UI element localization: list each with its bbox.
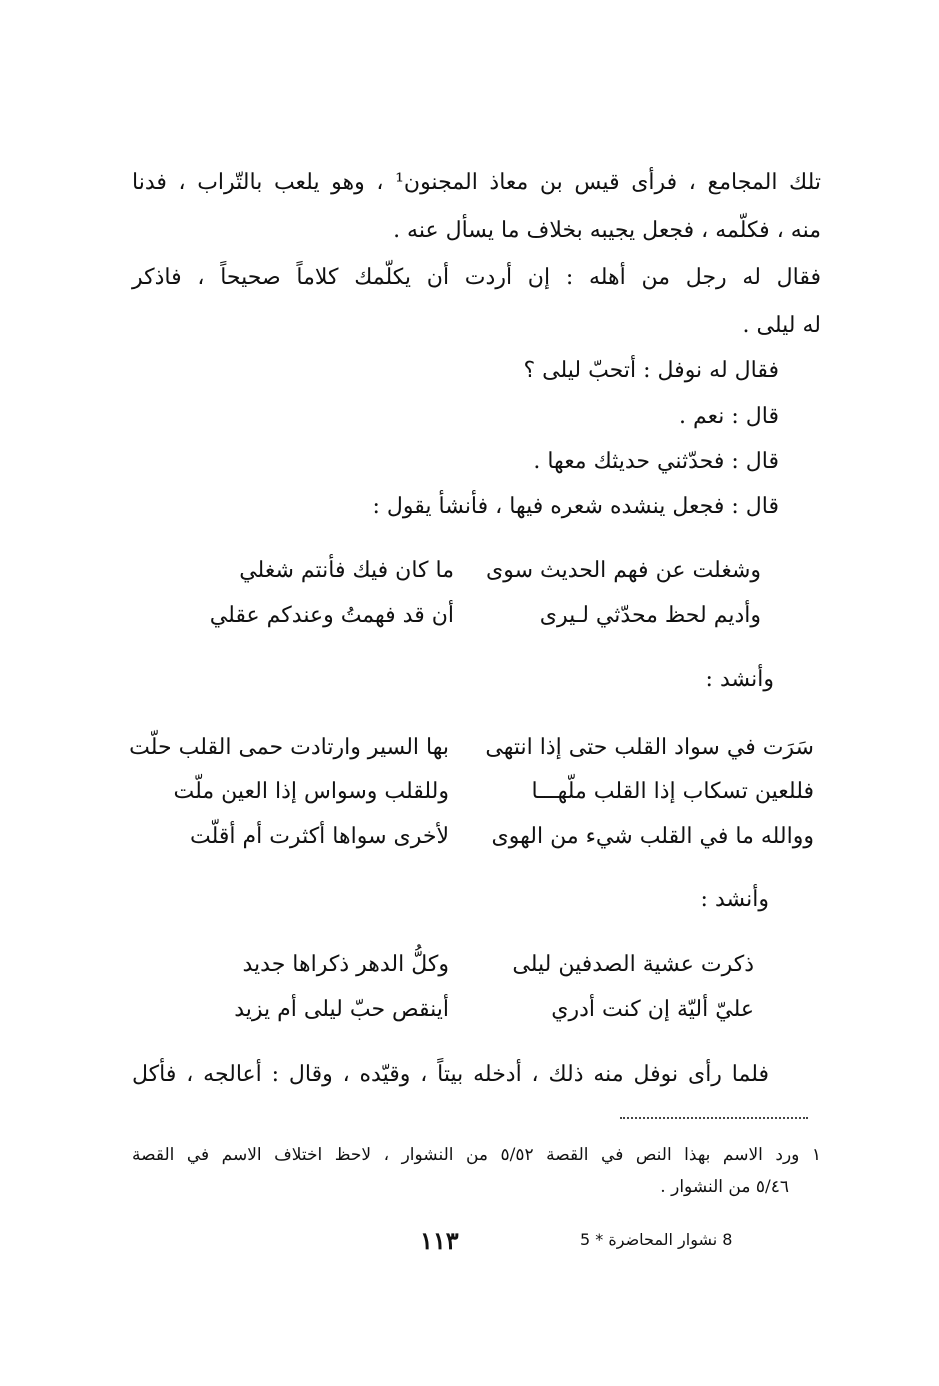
poem3-verse-1-first: ذكرت عشية الصدفين ليلى [512,952,754,977]
poem2-verse-2-second: وللقلب وسواس إذا العين ملّت [173,779,449,804]
poem3-verse-1-second: وكلُّ الدهر ذكراها جديد [242,952,449,977]
poem3-verse-2-second: أينقص حبّ ليلى أم يزيد [234,997,449,1022]
poem1-verse-1-first: وشغلت عن فهم الحديث سوى [485,558,761,583]
poem3-verse-2-first: عليّ أليّة إن كنت أدري [551,997,754,1022]
poem1-verse-1-second: ما كان فيك فأنتم شغلي [239,558,454,583]
intro-3: وأنشد : [700,887,769,912]
poem1-verse-2-second: أن قد فهمتُ وعندكم عقلي [209,603,454,628]
page-number: ١١٣ [420,1226,459,1255]
prose-line-4: له ليلى . [742,313,821,338]
poem2-verse-3-second: لأخرى سواها أكثرت أم أقلّت [189,824,449,849]
poem2-verse-3-first: ووالله ما في القلب شيء من الهوى [491,824,814,849]
footnote-line-1: ١ ورد الاسم بهذا النص في القصة ٥/٥٢ من النشوار ، لاحظ اختلاف الاسم في القصة [132,1145,821,1165]
prose-line-3: فقال له رجل من أهله : إن أردت أن يكلّمك كلاماً صحيحاً ، فاذكر [132,265,821,290]
footnote-line-2: ٥/٤٦ من النشوار . [660,1177,789,1197]
printer-signature: 8 نشوار المحاضرة * 5 [580,1230,733,1249]
prose-line-1: تلك المجامع ، فرأى قيس بن معاذ المجنون¹ ، وهو يلعب بالتّراب ، فدنا [132,170,821,195]
closing-line: فلما رأى نوفل منه ذلك ، أدخله بيتاً ، وقيّده ، وقال : أعالجه ، فأكل [132,1062,769,1087]
dialog-line-1: فقال له نوفل : أتحبّ ليلى ؟ [523,358,779,383]
poem2-verse-1-first: سَرَت في سواد القلب حتى إذا انتهى [485,735,814,760]
prose-line-2: منه ، فكلّمه ، فجعل يجيبه بخلاف ما يسأل عنه . [393,218,821,243]
intro-2: وأنشد : [705,667,774,692]
dialog-line-2: قال : نعم . [679,404,779,429]
poem1-verse-2-first: وأديم لحظ محدّثي لـيرى [539,603,761,628]
poem2-verse-1-second: بها السير وارتادت حمى القلب حلّت [129,735,449,760]
poem2-verse-2-first: فللعين تسكاب إذا القلب ملّهـــا [531,779,814,804]
footnote-separator [620,1117,808,1119]
dialog-line-4: قال : فجعل ينشده شعره فيها ، فأنشأ يقول : [372,494,779,519]
dialog-line-3: قال : فحدّثني حديثك معها . [533,449,779,474]
